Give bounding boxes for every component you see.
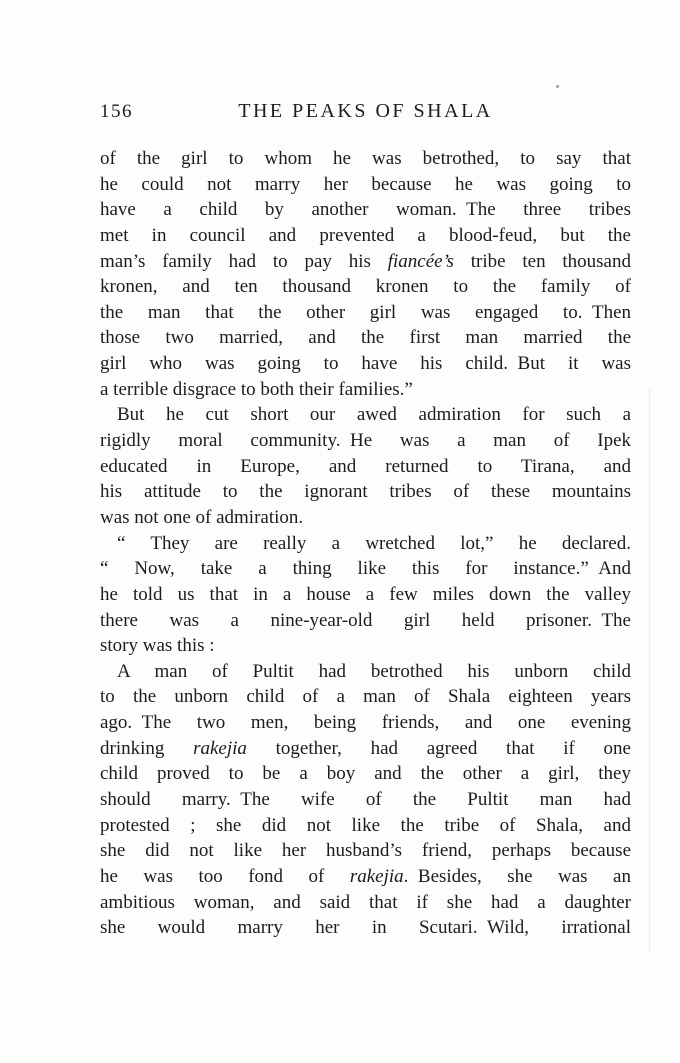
text-line: to the unborn child of a man of Shala eighteen years xyxy=(100,686,631,708)
text-line: ambitious woman, and said that if she had a daughter xyxy=(100,891,631,913)
text-line: a terrible disgrace to both their families.” xyxy=(100,378,413,400)
text-line: “ Now, take a thing like this for instance.” And xyxy=(100,558,631,580)
text-line: child proved to be a boy and the other a girl, they xyxy=(100,763,631,785)
text-line: those two married, and the first man married the xyxy=(100,327,631,349)
scan-edge-line xyxy=(649,388,650,952)
text-line: he told us that in a house a few miles down the valley xyxy=(100,583,631,605)
body-text xyxy=(100,146,631,941)
text-line: “ They are really a wretched lot,” he declared. xyxy=(117,532,631,554)
text-line: have a child by another woman. The three tribes xyxy=(100,199,631,221)
text-line: his attitude to the ignorant tribes of these mountains xyxy=(100,481,631,503)
text-line: there was a nine-year-old girl held prisoner. The xyxy=(100,609,631,631)
scan-speck xyxy=(556,85,559,88)
text-line: girl who was going to have his child. But it was xyxy=(100,353,631,375)
text-line: educated in Europe, and returned to Tirana, and xyxy=(100,455,631,477)
text-line: should marry. The wife of the Pultit man had xyxy=(100,789,631,811)
text-line: was not one of admiration. xyxy=(100,506,304,528)
text-line: met in council and prevented a blood-feud, but the xyxy=(100,224,631,246)
text-line: story was this : xyxy=(100,635,215,657)
text-line: the man that the other girl was engaged to. Then xyxy=(100,301,631,323)
text-line: ago. The two men, being friends, and one evening xyxy=(100,712,631,734)
text-column xyxy=(100,98,631,941)
text-line: protested ; she did not like the tribe of Shala, and xyxy=(100,814,631,836)
text-line: of the girl to whom he was betrothed, to say that xyxy=(100,148,631,169)
text-line: kronen, and ten thousand kronen to the family of xyxy=(100,276,631,298)
text-line: drinking rakejia together, had agreed that if one xyxy=(100,737,631,759)
text-line: she did not like her husband’s friend, perhaps because xyxy=(100,840,631,862)
text-line: rigidly moral community. He was a man of Ipek xyxy=(100,430,631,452)
text-line: he was too fond of rakejia. Besides, she was an xyxy=(100,865,631,887)
text-line: A man of Pultit had betrothed his unborn child xyxy=(117,660,631,682)
running-header xyxy=(100,98,631,125)
page-number: 156 xyxy=(100,101,133,122)
text-line: But he cut short our awed admiration for such a xyxy=(117,404,631,426)
text-line: man’s family had to pay his fiancée’s tribe ten thousand xyxy=(100,250,631,272)
text-line: she would marry her in Scutari. Wild, irrational xyxy=(100,917,631,939)
running-title: THE PEAKS OF SHALA xyxy=(238,100,493,122)
text-line: he could not marry her because he was going to xyxy=(100,173,631,195)
